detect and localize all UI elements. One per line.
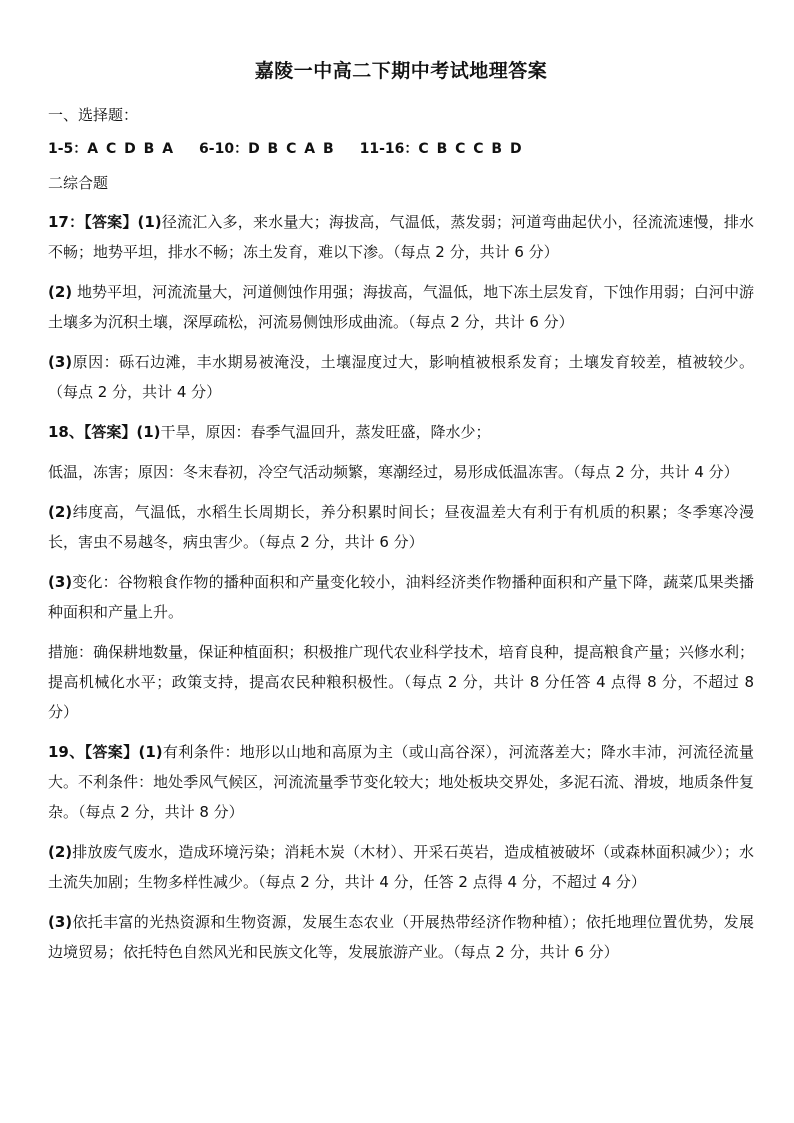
- q18-part3b-text: 措施：确保耕地数量，保证种植面积；积极推广现代农业科学技术，培育良种，提高粮食产量；兴修水利；提高机械化水平；政策支持，提高农民种粮积极性。（每点 2 分，共计 8 分任答 4 点得 8 分，不超过 8 分）: [48, 643, 754, 721]
- q17-part2: [48, 277, 754, 337]
- q17-part3-text: 原因：砾石边滩，丰水期易被淹没，土壤湿度过大，影响植被根系发育；土壤发育较差，植被较少。（每点 2 分，共计 4 分）: [48, 353, 754, 401]
- q18-part3b: [48, 637, 754, 727]
- q18-part3-text: 变化：谷物粮食作物的播种面积和产量变化较小，油料经济类作物播种面积和产量下降，蔬菜瓜果类播种面积和产量上升。: [48, 573, 754, 621]
- q17-part2-text: 地势平坦，河流流量大，河道侧蚀作用强；海拔高，气温低，地下冻土层发育，下蚀作用弱；白河中游土壤多为沉积土壤，深厚疏松，河流易侧蚀形成曲流。（每点 2 分，共计 6 分）: [48, 283, 754, 331]
- q17-part3: [48, 347, 754, 407]
- q18-part2-number: (2): [48, 503, 73, 521]
- q17-part1: [48, 207, 754, 267]
- q18-part1b-text: 低温，冻害；原因：冬末春初，冷空气活动频繁，寒潮经过，易形成低温冻害。（每点 2 分，共计 4 分）: [48, 463, 739, 481]
- q19-part3-text: 依托丰富的光热资源和生物资源，发展生态农业（开展热带经济作物种植）；依托地理位置优势，发展边境贸易；依托特色自然风光和民族文化等，发展旅游产业。（每点 2 分，共计 6 分）: [48, 913, 754, 961]
- choice-answers: [48, 139, 754, 159]
- choice-group-6-10: 6-10：D B C A B: [199, 141, 334, 157]
- q18-part2-text: 纬度高，气温低，水稻生长周期长，养分积累时间长；昼夜温差大有利于有机质的积累；冬季寒冷漫长，害虫不易越冬，病虫害少。（每点 2 分，共计 6 分）: [48, 503, 754, 551]
- q18-part1b: [48, 457, 754, 487]
- q19-part1: [48, 737, 754, 827]
- q17-part2-number: (2): [48, 283, 73, 301]
- q19-part2: [48, 837, 754, 897]
- q19-label: 19、【答案】: [48, 743, 139, 761]
- q18-part3: [48, 567, 754, 627]
- section-heading-comprehensive: 二综合题: [48, 174, 109, 192]
- q19-part3-number: (3): [48, 913, 73, 931]
- q17-part3-number: (3): [48, 353, 73, 371]
- q18-part2: [48, 497, 754, 557]
- q19-part2-text: 排放废气废水，造成环境污染；消耗木炭（木材）、开采石英岩，造成植被破坏（或森林面积减少）；水土流失加剧；生物多样性减少。（每点 2 分，共计 4 分，任答 2 点得 4 分，不超过 4 分）: [48, 843, 754, 891]
- q17-label: 17：【答案】: [48, 213, 138, 231]
- q19-part2-number: (2): [48, 843, 73, 861]
- q19-part3: [48, 907, 754, 967]
- q19-part1-number: (1): [138, 743, 163, 761]
- page-title: 嘉陵一中高二下期中考试地理答案: [254, 60, 548, 82]
- q17-part1-number: (1): [137, 213, 162, 231]
- q18-part1: [48, 417, 754, 447]
- choice-group-1-5: 1-5：A C D B A: [48, 141, 174, 157]
- section-heading-choice: 一、选择题：: [48, 106, 139, 124]
- q19-part1-text: 有利条件：地形以山地和高原为主（或山高谷深），河流落差大；降水丰沛，河流径流量大。不利条件：地处季风气候区，河流流量季节变化较大；地处板块交界处，多泥石流、滑坡，地质条件复杂。（每点 2 分，共计 8 分）: [48, 743, 755, 821]
- q18-part3-number: (3): [48, 573, 73, 591]
- q17-part1-text: 径流汇入多，来水量大；海拔高，气温低，蒸发弱；河道弯曲起伏小，径流流速慢，排水不畅；地势平坦，排水不畅；冻土发育，难以下渗。（每点 2 分，共计 6 分）: [48, 213, 755, 261]
- q18-part1-text: 干旱，原因：春季气温回升，蒸发旺盛，降水少；: [160, 423, 491, 441]
- q18-part1-number: (1): [136, 423, 161, 441]
- choice-group-11-16: 11-16：C B C C B D: [359, 141, 522, 157]
- q18-label: 18、【答案】: [48, 423, 137, 441]
